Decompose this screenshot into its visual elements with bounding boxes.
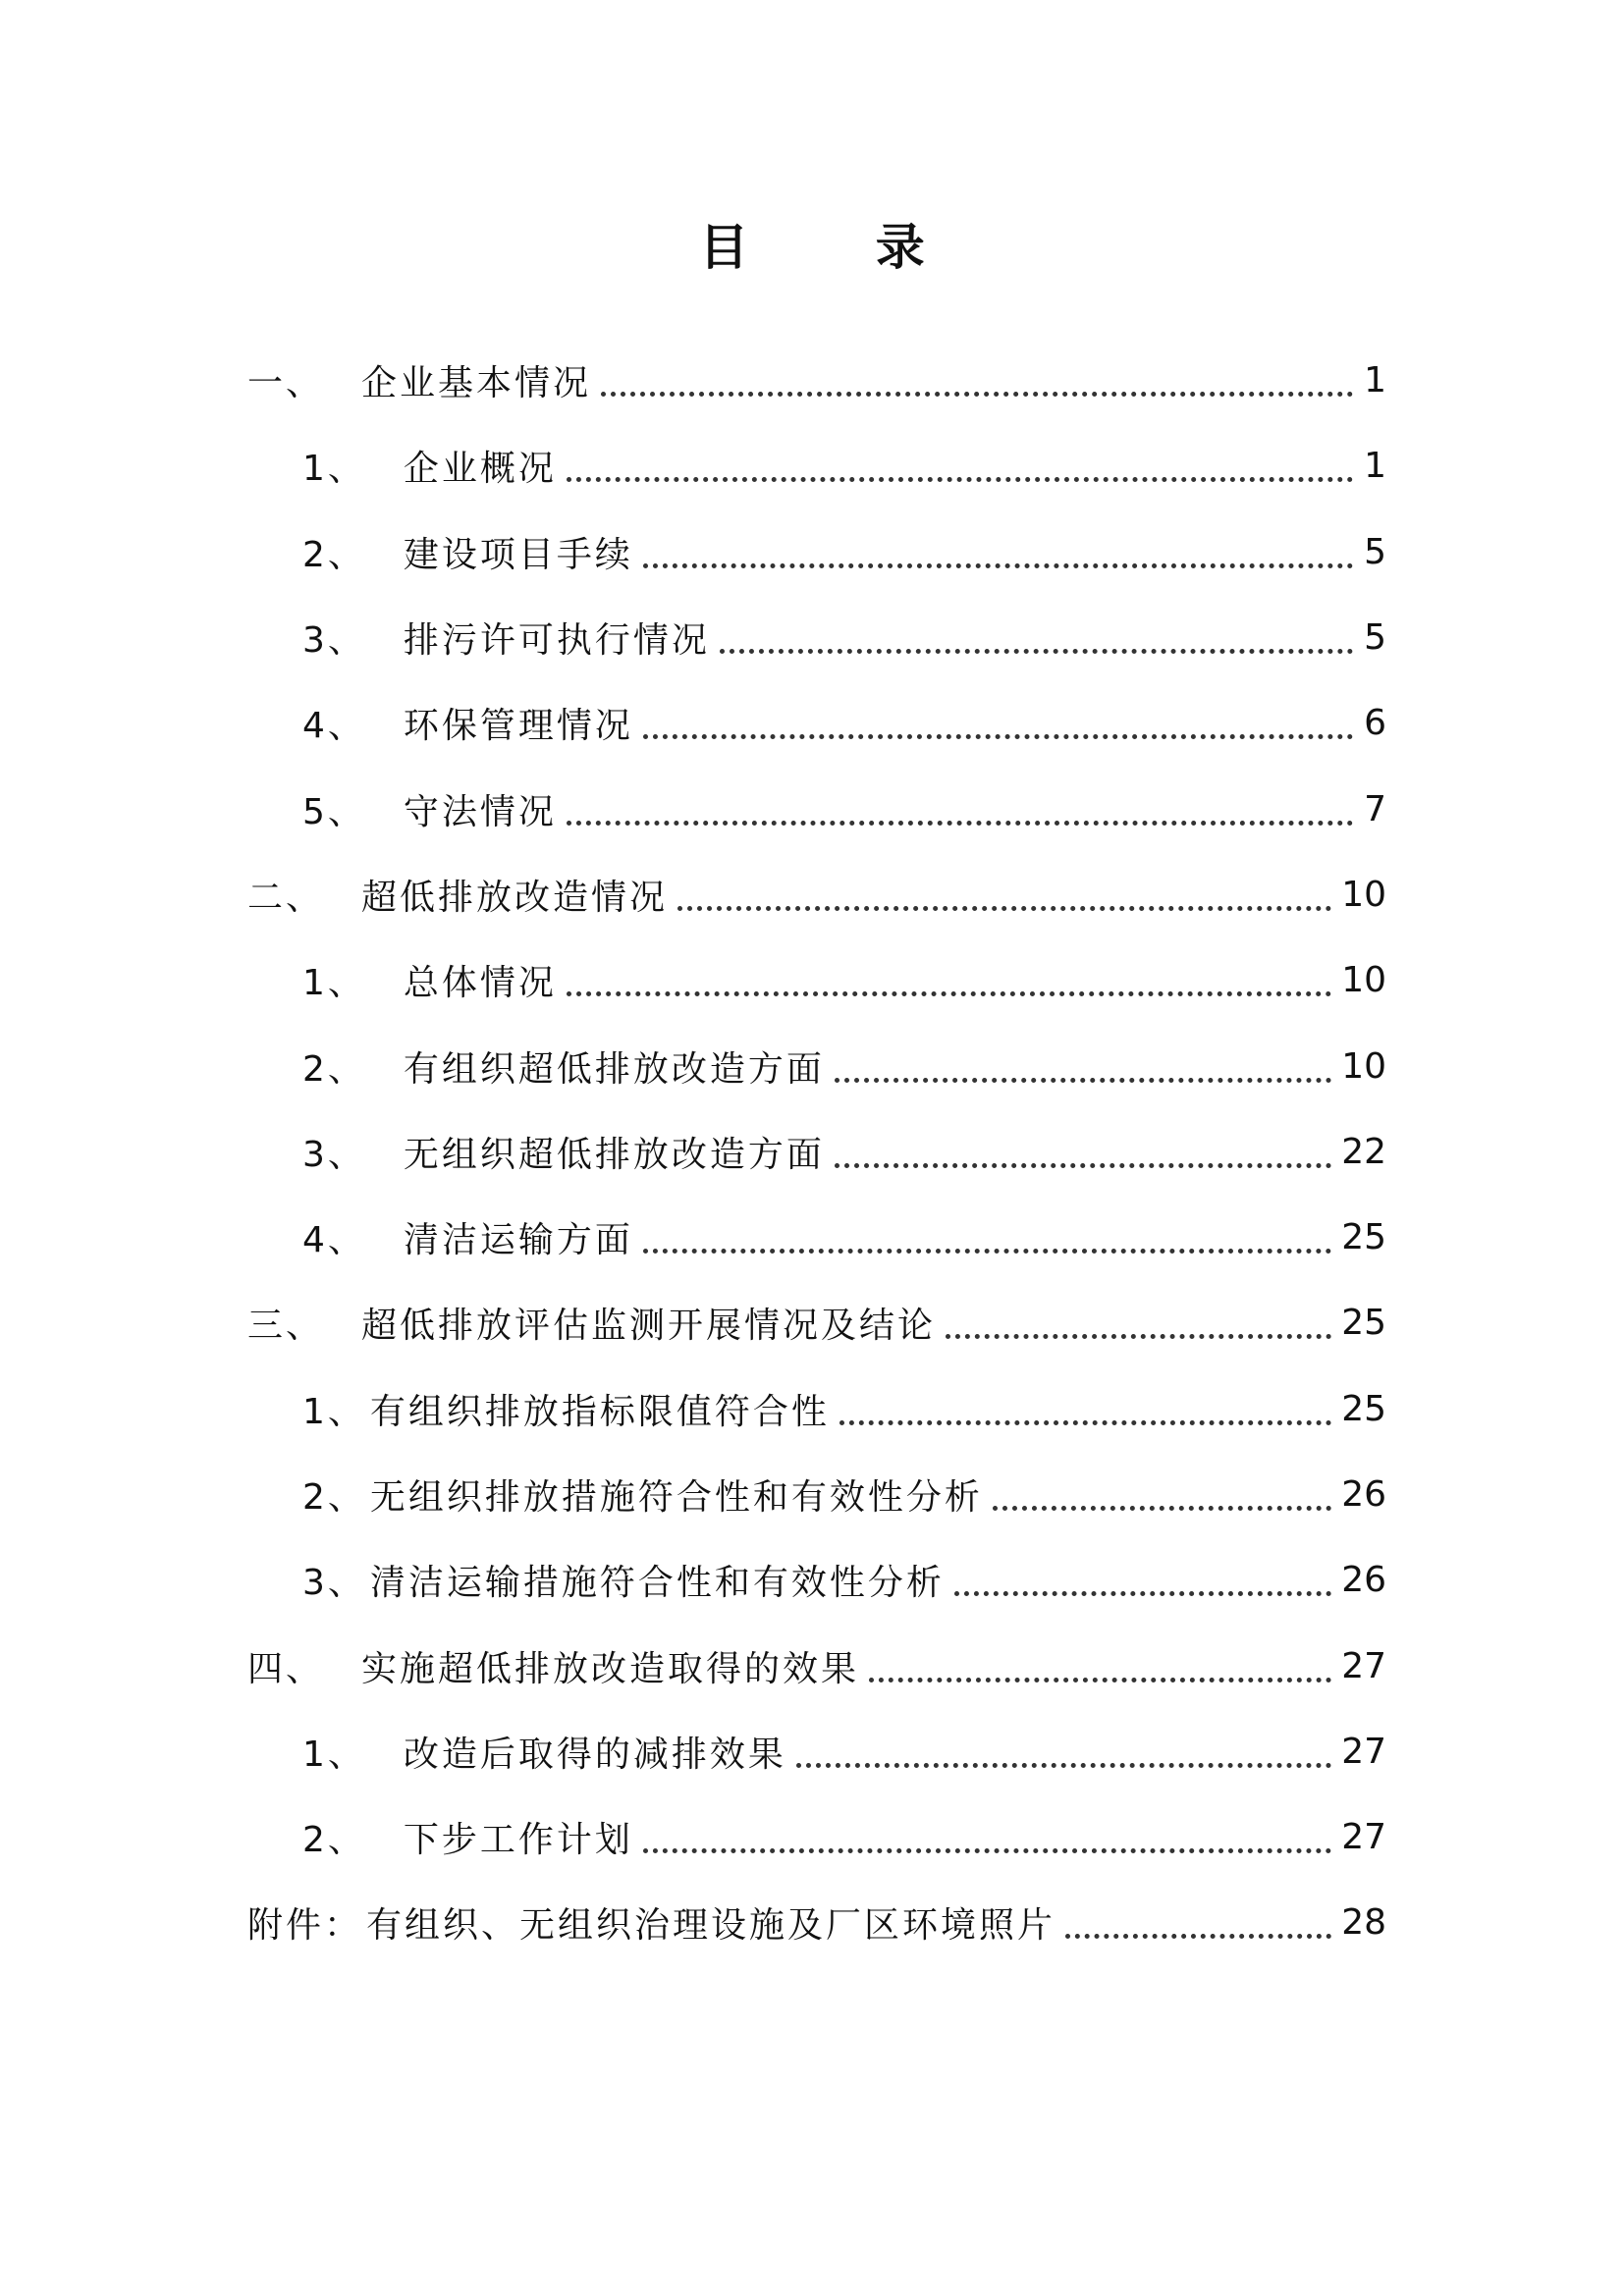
toc-entry[interactable] (247, 1623, 1386, 1708)
toc-entry-page: 25 (1341, 1303, 1386, 1344)
toc-entry-page: 10 (1341, 1045, 1386, 1087)
toc-entry-page: 10 (1341, 960, 1386, 1001)
toc-entry-number: 2、 (302, 534, 366, 575)
toc-entry-label: 超低排放评估监测开展情况及结论 (361, 1306, 937, 1347)
toc-entry-number: 3、 (302, 1563, 366, 1604)
toc-entry-label: 清洁运输方面 (403, 1220, 633, 1261)
toc-entry-page: 27 (1341, 1645, 1386, 1686)
dot-leader (567, 991, 1331, 996)
dot-leader (643, 734, 1353, 739)
toc-entry[interactable] (247, 1195, 1386, 1280)
toc-entry[interactable] (247, 1537, 1386, 1623)
toc-entry[interactable] (247, 509, 1386, 595)
toc-entry-number: 一、 (247, 363, 325, 404)
toc-entry-number: 4、 (302, 706, 366, 747)
toc-entry-label: 环保管理情况 (403, 706, 633, 747)
toc-entry-label: 下步工作计划 (403, 1820, 633, 1861)
toc-entry[interactable] (247, 937, 1386, 1023)
toc-entry-label: 有组织超低排放改造方面 (403, 1048, 825, 1090)
toc-entry-number: 1、 (302, 1734, 366, 1775)
toc-entry-page: 25 (1341, 1388, 1386, 1429)
toc-entry-page: 6 (1364, 703, 1386, 744)
toc-entry-number: 4、 (302, 1220, 366, 1261)
toc-entry-label: 清洁运输措施符合性和有效性分析 (369, 1563, 945, 1604)
toc-entry-number: 2、 (302, 1048, 366, 1090)
toc-entry[interactable] (247, 1280, 1386, 1365)
toc-entry-number: 1、 (302, 449, 366, 490)
dot-leader (677, 906, 1331, 911)
dot-leader (835, 1163, 1331, 1168)
dot-leader (954, 1591, 1331, 1596)
toc-entry-page: 26 (1341, 1474, 1386, 1515)
toc-entry-number: 3、 (302, 1134, 366, 1175)
toc-entry[interactable] (247, 1452, 1386, 1537)
toc-entry-label: 建设项目手续 (403, 534, 633, 575)
toc-entry-page: 5 (1364, 531, 1386, 572)
toc-entry-number: 2、 (302, 1477, 366, 1518)
toc-entry-page: 5 (1364, 617, 1386, 659)
toc-entry-label: 守法情况 (403, 791, 557, 832)
toc-entry[interactable] (247, 595, 1386, 680)
toc-entry-page: 27 (1341, 1731, 1386, 1772)
toc-entry-number: 1、 (302, 963, 366, 1004)
dot-leader (869, 1678, 1331, 1682)
toc-entry[interactable] (247, 1366, 1386, 1452)
dot-leader (839, 1420, 1331, 1425)
toc-entry[interactable] (247, 766, 1386, 851)
toc-entry-number: 三、 (247, 1306, 325, 1347)
toc-entry-page: 28 (1341, 1902, 1386, 1944)
toc-entry-label: 改造后取得的减排效果 (403, 1734, 786, 1775)
toc-entry-number: 2、 (302, 1820, 366, 1861)
dot-leader (567, 821, 1353, 826)
toc-title: 目 录 (699, 218, 980, 276)
toc-entry[interactable] (247, 680, 1386, 766)
dot-leader (643, 1249, 1331, 1254)
toc-entry-label: 无组织排放措施符合性和有效性分析 (369, 1477, 983, 1518)
toc-entry-number: 二、 (247, 877, 325, 918)
toc-entry-page: 1 (1364, 446, 1386, 487)
toc-entry-appendix[interactable] (247, 1880, 1386, 1965)
toc-entry-page: 27 (1341, 1817, 1386, 1858)
toc-entry[interactable] (247, 423, 1386, 508)
toc-entry-label: 有组织排放指标限值符合性 (369, 1391, 830, 1432)
dot-leader (601, 392, 1353, 397)
dot-leader (835, 1078, 1331, 1083)
toc-entry-label: 无组织超低排放改造方面 (403, 1134, 825, 1175)
toc-entry-number: 5、 (302, 791, 366, 832)
toc-entry[interactable] (247, 1709, 1386, 1794)
dot-leader (643, 563, 1353, 568)
toc-entry-page: 22 (1341, 1131, 1386, 1172)
toc-entry-label: 超低排放改造情况 (361, 877, 669, 918)
dot-leader (720, 649, 1353, 654)
dot-leader (1065, 1934, 1331, 1939)
toc-entry-label: 实施超低排放改造取得的效果 (361, 1648, 860, 1689)
toc-entry-label: 有组织、无组织治理设施及厂区环境照片 (366, 1905, 1056, 1947)
table-of-contents (247, 338, 1386, 1966)
toc-entry-page: 26 (1341, 1560, 1386, 1601)
toc-entry-number: 四、 (247, 1648, 325, 1689)
toc-entry[interactable] (247, 852, 1386, 937)
toc-entry-page: 10 (1341, 874, 1386, 915)
toc-entry-page: 1 (1364, 360, 1386, 401)
toc-entry-number: 附件： (247, 1905, 363, 1947)
toc-entry-number: 1、 (302, 1391, 366, 1432)
toc-entry-label: 排污许可执行情况 (403, 620, 710, 662)
toc-entry[interactable] (247, 1794, 1386, 1880)
dot-leader (946, 1334, 1331, 1339)
dot-leader (567, 477, 1353, 482)
toc-entry[interactable] (247, 338, 1386, 423)
toc-entry-page: 25 (1341, 1217, 1386, 1258)
dot-leader (796, 1763, 1331, 1768)
toc-entry-label: 总体情况 (403, 963, 557, 1004)
toc-entry-label: 企业概况 (403, 449, 557, 490)
toc-entry-label: 企业基本情况 (361, 363, 592, 404)
toc-entry[interactable] (247, 1023, 1386, 1108)
toc-entry-number: 3、 (302, 620, 366, 662)
dot-leader (993, 1506, 1331, 1511)
toc-entry-page: 7 (1364, 788, 1386, 829)
toc-entry[interactable] (247, 1109, 1386, 1195)
dot-leader (643, 1848, 1331, 1853)
